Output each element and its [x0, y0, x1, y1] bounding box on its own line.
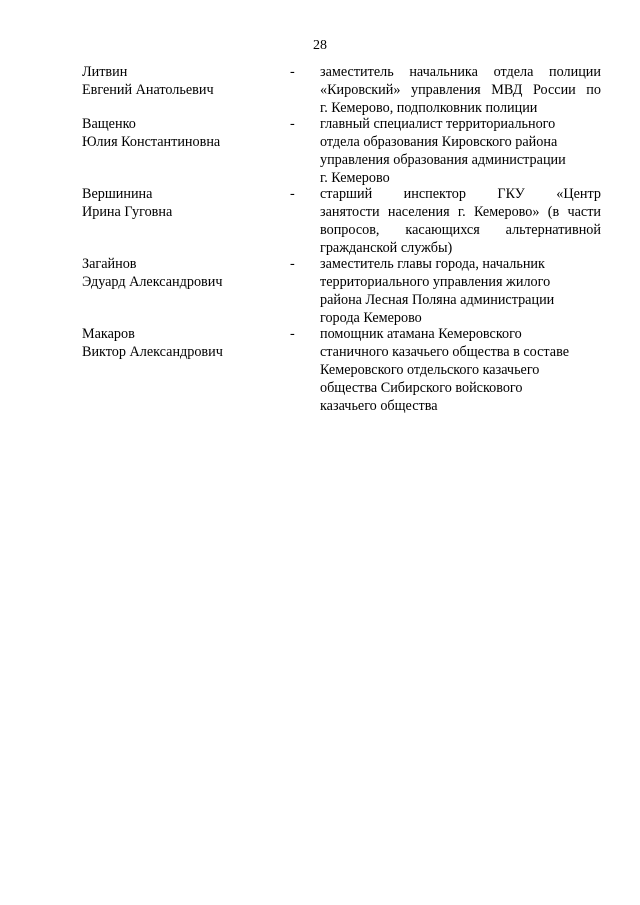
member-position: [320, 325, 601, 415]
position-line: управления образования администрации: [320, 152, 566, 168]
position-line: гражданской службы): [320, 240, 453, 256]
separator-dash: -: [290, 116, 295, 132]
position-line: района Лесная Поляна администрации: [320, 292, 555, 308]
member-entry: [82, 255, 598, 325]
separator-dash: -: [290, 64, 295, 80]
position-line: общества Сибирского войскового: [320, 380, 523, 396]
position-line: вопросов, касающихся альтернативной: [320, 222, 601, 238]
member-entry: [82, 63, 601, 116]
member-position: [320, 255, 601, 325]
member-surname: Ващенко: [82, 116, 136, 132]
member-surname: Макаров: [82, 326, 135, 342]
page-number: 28: [313, 38, 327, 53]
position-line: г. Кемерово, подполковник полиции: [320, 100, 538, 116]
member-position: [320, 63, 601, 115]
separator-dash: -: [290, 186, 295, 202]
position-line: отдела образования Кировского района: [320, 134, 558, 150]
member-surname: Вершинина: [82, 186, 153, 202]
member-position: [320, 115, 601, 185]
separator-dash: -: [290, 256, 295, 272]
member-surname: Загайнов: [82, 256, 137, 272]
position-line: станичного казачьего общества в составе: [320, 344, 570, 360]
member-position: [320, 185, 601, 255]
position-line: занятости населения г. Кемерово» (в части: [320, 204, 601, 220]
member-name: [82, 115, 287, 185]
position-line: территориального управления жилого: [320, 274, 551, 290]
member-name: [82, 185, 287, 255]
member-entry: [82, 115, 598, 185]
member-name: [82, 63, 287, 115]
member-given-names: Евгений Анатольевич: [82, 82, 214, 98]
position-line: Кемеровского отдельского казачьего: [320, 362, 540, 378]
position-line: помощник атамана Кемеровского: [320, 326, 522, 342]
member-given-names: Виктор Александрович: [82, 344, 223, 360]
member-given-names: Эдуард Александрович: [82, 274, 223, 290]
member-name: [82, 325, 287, 415]
member-given-names: Ирина Гуговна: [82, 204, 173, 220]
position-line: главный специалист территориального: [320, 116, 556, 132]
member-given-names: Юлия Константиновна: [82, 134, 221, 150]
member-surname: Литвин: [82, 64, 128, 80]
members-list: [82, 63, 601, 415]
position-line: заместитель начальника отдела полиции: [320, 64, 601, 80]
member-entry: [82, 185, 601, 256]
position-line: города Кемерово: [320, 310, 422, 326]
position-line: казачьего общества: [320, 398, 438, 414]
member-entry: [82, 325, 598, 415]
separator-dash: -: [290, 326, 295, 342]
position-line: старший инспектор ГКУ «Центр: [320, 186, 601, 202]
position-line: г. Кемерово: [320, 170, 390, 186]
position-line: «Кировский» управления МВД России по: [320, 82, 601, 98]
member-name: [82, 255, 287, 325]
position-line: заместитель главы города, начальник: [320, 256, 545, 272]
